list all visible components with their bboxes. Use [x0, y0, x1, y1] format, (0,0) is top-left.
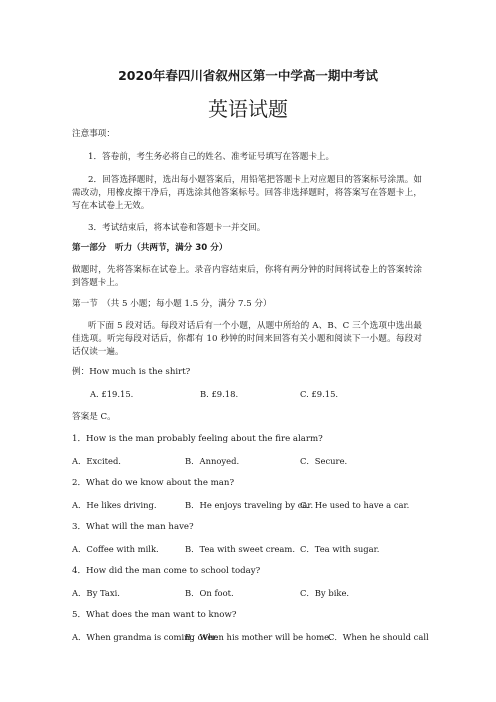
exam-subject: 英语试题: [208, 97, 288, 121]
question-3-option-a: A．Coffee with milk.: [72, 544, 159, 554]
question-3: 3．What will the man have?: [72, 522, 194, 532]
section1-heading: 第一节 （共 5 小题；每小题 1.5 分，满分 7.5 分）: [72, 299, 272, 309]
notice-item-3: 3．考试结束后，将本试卷和答题卡一并交回。: [88, 223, 266, 233]
question-2-option-b: B．He enjoys traveling by car.: [185, 500, 314, 510]
notice-item-2: 2．回答选择题时，选出每小题答案后，用铅笔把答题卡上对应题目的答案标号涂黑。如需改动，用橡皮擦干净后，再选涂其他答案标号。回答非选择题时，将答案写在答题卡上，写在本试卷上无效。: [72, 175, 422, 211]
notice-item-1: 1．答卷前，考生务必将自己的姓名、准考证号填写在答题卡上。: [88, 152, 335, 162]
notice-heading: 注意事项：: [72, 129, 115, 139]
part1-heading: 第一部分 听力（共两节，满分 30 分）: [72, 243, 228, 253]
question-4-option-c: C．By bike.: [300, 588, 350, 598]
question-1-option-a: A．Excited.: [72, 456, 121, 466]
exam-title: 2020年春四川省叙州区第一中学高一期中考试: [118, 68, 378, 83]
example-option-a: A. £19.15.: [90, 389, 134, 399]
example-option-b: B. £9.18.: [200, 389, 239, 399]
question-4: 4．How did the man come to school today?: [72, 566, 261, 576]
question-2: 2．What do we know about the man?: [72, 478, 235, 488]
question-1: 1．How is the man probably feeling about the fire alarm?: [72, 434, 323, 444]
question-2-option-a: A．He likes driving.: [72, 500, 157, 510]
section1-instruction: 听下面 5 段对话。每段对话后有一个小题，从题中所给的 A、B、C 三个选项中选出最佳选项。听完每段对话后，你都有 10 秒钟的时间来回答有关小题和阅读下一小题。每段对话仅读一遍。: [72, 321, 422, 357]
question-5-option-a: A．When grandma is coming over.: [72, 632, 219, 642]
example-question: 例：How much is the shirt?: [72, 367, 191, 377]
question-4-option-b: B．On foot.: [185, 588, 234, 598]
question-3-option-c: C．Tea with sugar.: [300, 544, 380, 554]
question-3-option-b: B．Tea with sweet cream.: [185, 544, 295, 554]
question-5-option-b: B．When his mother will be home.: [185, 632, 332, 642]
question-2-option-c: C．He used to have a car.: [300, 500, 410, 510]
question-4-option-a: A．By Taxi.: [72, 588, 120, 598]
question-1-option-c: C．Secure.: [300, 456, 348, 466]
example-option-c: C. £9.15.: [300, 389, 339, 399]
question-5: 5．What does the man want to know?: [72, 610, 237, 620]
question-1-option-b: B．Annoyed.: [185, 456, 240, 466]
part1-instruction: 做题时，先将答案标在试卷上。录音内容结束后，你将有两分钟的时间将试卷上的答案转涂到答题卡上。: [72, 265, 422, 288]
question-5-option-c: C．When he should call: [328, 632, 429, 642]
example-answer: 答案是 C。: [72, 412, 116, 422]
